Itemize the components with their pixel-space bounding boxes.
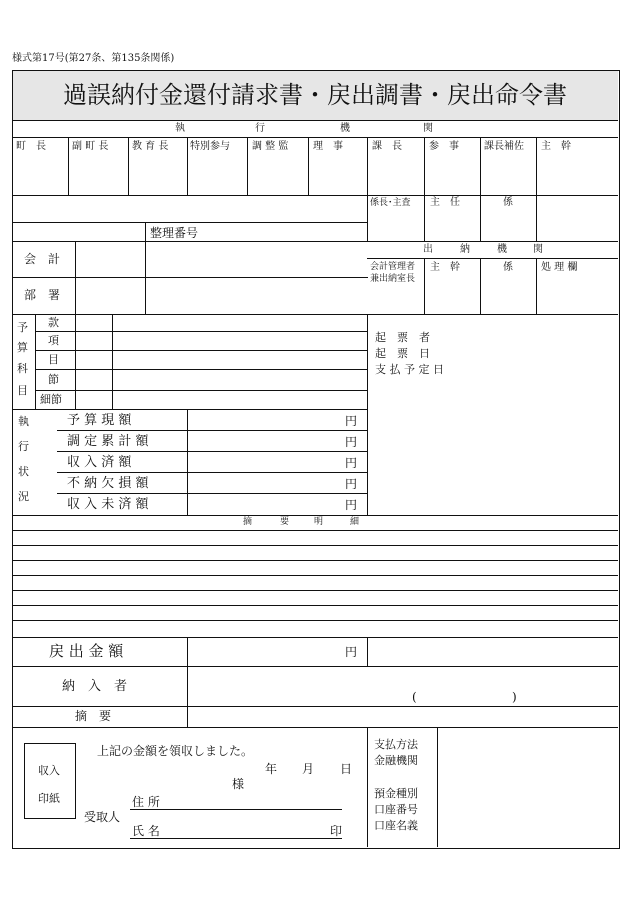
role-shunin: 主 任 xyxy=(430,197,460,208)
yosan-side-2: 算 xyxy=(17,341,28,354)
date-hi: 日 xyxy=(340,762,353,776)
shutsuno-head-3: 機 xyxy=(497,244,507,255)
role-kyoikucho: 教 育 長 xyxy=(132,141,169,152)
shunyu-inshi-box xyxy=(24,743,76,819)
jokyo-side-3: 状 xyxy=(18,465,29,478)
role-kacho-hosa: 課長補佐 xyxy=(484,141,524,152)
uketorinin-label: 受取人 xyxy=(84,810,121,824)
role-chosei-kan: 調 整 監 xyxy=(252,141,289,152)
role-kakari: 係 xyxy=(503,197,513,208)
role-riji: 理 事 xyxy=(313,141,343,152)
suitoushitsucho: 兼出納室長 xyxy=(370,274,416,284)
unit-yen-3: 円 xyxy=(345,456,358,470)
shunyu-misai-gaku: 収 入 未 済 額 xyxy=(67,497,149,512)
role-kacho: 課 長 xyxy=(372,141,402,152)
shikko-head-3: 機 xyxy=(340,123,350,134)
form-title: 過誤納付金還付請求書・戻出調書・戻出命令書 xyxy=(63,81,567,109)
role-chocho: 町 長 xyxy=(16,141,46,152)
yosan-kan: 款 xyxy=(48,316,59,329)
form-number: 様式第17号(第27条、第135条関係) xyxy=(12,53,175,64)
unit-yen-5: 円 xyxy=(345,498,358,512)
jokyo-side-4: 況 xyxy=(18,490,29,503)
unit-yen-4: 円 xyxy=(345,477,358,491)
jusho-label: 住 所 xyxy=(132,795,160,809)
yosan-setsu: 節 xyxy=(48,373,59,386)
seiri-bango-label: 整理番号 xyxy=(150,226,199,240)
role-tokubetsu-sanyo: 特別参与 xyxy=(190,141,230,152)
shutsuno-kakari: 係 xyxy=(503,262,513,273)
role-sanji: 参 事 xyxy=(429,141,459,152)
shikko-head-2: 行 xyxy=(255,123,265,134)
paren-close: ) xyxy=(512,690,517,704)
reishutsu-unit: 円 xyxy=(345,645,358,659)
jokyo-side-2: 行 xyxy=(18,440,29,453)
shutsuno-shukan: 主 幹 xyxy=(430,262,460,273)
sama: 様 xyxy=(232,777,245,791)
yosan-saisetsu: 細節 xyxy=(40,393,62,406)
shutsuno-head-2: 納 xyxy=(460,244,470,255)
tekiyo-head-3: 明 xyxy=(314,517,324,527)
role-fukuchocho: 副 町 長 xyxy=(72,141,109,152)
role-shukan: 主 幹 xyxy=(541,141,571,152)
nonyusha-label: 納 入 者 xyxy=(62,679,128,694)
kaikei-kanrisha: 会計管理者 xyxy=(370,262,416,272)
yosan-gengaku: 予 算 現 額 xyxy=(67,413,132,428)
yosan-side-1: 予 xyxy=(17,321,28,334)
tekiyo-label: 摘 要 xyxy=(75,709,112,723)
receipt-text: 上記の金額を領収しました。 xyxy=(97,744,254,758)
jokyo-side-1: 執 xyxy=(18,415,29,428)
kinyu-kikan: 金融機関 xyxy=(374,754,418,767)
shori-ran: 処 理 欄 xyxy=(541,262,578,273)
shimei-label: 氏 名 xyxy=(132,824,160,838)
busho-label: 部 署 xyxy=(24,288,61,302)
shunyu-sumigaku: 収 入 済 額 xyxy=(67,455,132,470)
shiharai-hoho: 支払方法 xyxy=(374,738,418,751)
date-tsuki: 月 xyxy=(302,762,315,776)
yosan-moku: 目 xyxy=(48,353,59,366)
tekiyo-head-2: 要 xyxy=(280,517,290,527)
stamp-label-2: 印紙 xyxy=(38,792,60,805)
yokin-shubetsu: 預金種別 xyxy=(374,787,418,800)
yosan-side-3: 科 xyxy=(17,362,28,375)
koza-bango: 口座番号 xyxy=(374,803,418,816)
reishutsu-kingaku-label: 戻 出 金 額 xyxy=(49,642,124,660)
unit-yen-2: 円 xyxy=(345,435,358,449)
shutsuno-head-4: 関 xyxy=(533,244,543,255)
unit-yen-1: 円 xyxy=(345,414,358,428)
tekiyo-head-4: 細 xyxy=(350,517,360,527)
role-kakaricho: 係長･主査 xyxy=(370,198,411,208)
shikko-head-4: 関 xyxy=(423,123,433,134)
shiharai-yoteibi: 支 払 予 定 日 xyxy=(375,363,444,376)
yosan-side-4: 目 xyxy=(17,384,28,397)
in-mark: 印 xyxy=(330,824,343,838)
koza-meigi: 口座名義 xyxy=(374,819,418,832)
kihyobi: 起 票 日 xyxy=(375,347,430,360)
shutsuno-head-1: 出 xyxy=(423,244,433,255)
tekiyo-head-1: 摘 xyxy=(243,517,253,527)
shikko-head-1: 執 xyxy=(175,123,185,134)
yosan-ko: 項 xyxy=(48,334,59,347)
chotei-ruikeigaku: 調 定 累 計 額 xyxy=(67,434,149,449)
kihyosha: 起 票 者 xyxy=(375,331,430,344)
stamp-label-1: 収入 xyxy=(38,764,60,777)
funo-kesson-gaku: 不 納 欠 損 額 xyxy=(67,476,149,491)
date-nen: 年 xyxy=(265,762,278,776)
paren-open: ( xyxy=(412,690,417,704)
kaikei-label: 会 計 xyxy=(24,252,61,266)
